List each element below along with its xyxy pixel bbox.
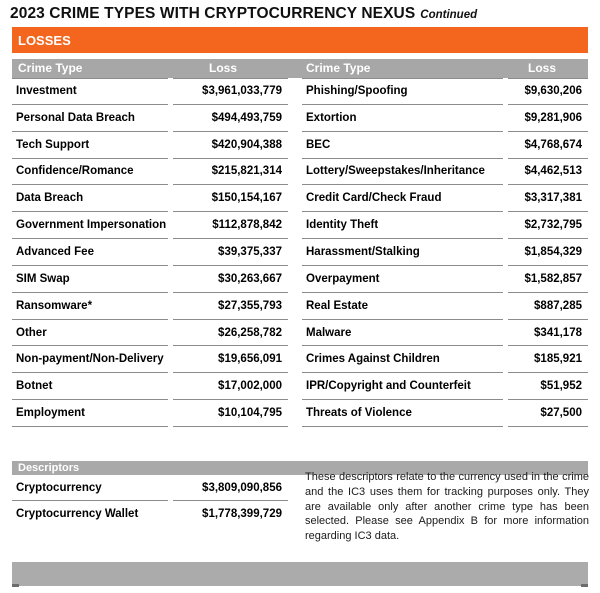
- loss-value-cell: $420,904,388: [173, 132, 288, 159]
- table-row: [12, 185, 288, 212]
- crime-type-cell: Government Impersonation: [12, 212, 168, 239]
- loss-value-cell: $1,854,329: [508, 239, 588, 266]
- loss-value-cell: $26,258,782: [173, 320, 288, 347]
- table-row: [302, 293, 588, 320]
- table-row: [302, 212, 588, 239]
- footer-corner-mark-right: [581, 584, 588, 587]
- crime-type-cell: BEC: [302, 132, 503, 159]
- table-row: [302, 105, 588, 132]
- table-row: [302, 239, 588, 266]
- footer-corner-mark-left: [12, 584, 19, 587]
- footer-bar: [12, 562, 588, 586]
- loss-value-cell: $185,921: [508, 346, 588, 373]
- table-row: [12, 239, 288, 266]
- descriptors-section-label: Descriptors: [18, 462, 80, 474]
- loss-value-cell: $2,732,795: [508, 212, 588, 239]
- table-row: [12, 400, 288, 427]
- column-header-bar: [12, 59, 588, 78]
- loss-value-cell: $150,154,167: [173, 185, 288, 212]
- table-row: [302, 320, 588, 347]
- crime-type-cell: SIM Swap: [12, 266, 168, 293]
- loss-value-cell: $887,285: [508, 293, 588, 320]
- losses-table-right: [302, 78, 588, 427]
- table-row: [12, 132, 288, 159]
- loss-value-cell: $27,355,793: [173, 293, 288, 320]
- crime-type-cell: Identity Theft: [302, 212, 503, 239]
- crime-type-cell: Extortion: [302, 105, 503, 132]
- table-row: [302, 132, 588, 159]
- crime-type-cell: Phishing/Spoofing: [302, 78, 503, 105]
- table-row: [302, 373, 588, 400]
- loss-value-cell: $9,630,206: [508, 78, 588, 105]
- loss-value-cell: $27,500: [508, 400, 588, 427]
- descriptors-table: [12, 475, 288, 527]
- table-row: [12, 266, 288, 293]
- loss-value-cell: $3,809,090,856: [173, 475, 288, 501]
- table-row: [12, 212, 288, 239]
- loss-value-cell: $1,778,399,729: [202, 508, 282, 520]
- crime-type-cell: Threats of Violence: [302, 400, 503, 427]
- crime-type-cell: Non-payment/Non-Delivery: [12, 346, 168, 373]
- col-header-crime-type-left: Crime Type: [18, 61, 83, 75]
- loss-value-cell: $4,768,674: [508, 132, 588, 159]
- loss-value-cell: $4,462,513: [508, 159, 588, 186]
- crime-type-cell: Cryptocurrency Wallet: [16, 508, 139, 520]
- table-row: [12, 78, 288, 105]
- crime-type-cell: Ransomware*: [12, 293, 168, 320]
- loss-value-cell: $341,178: [508, 320, 588, 347]
- crime-type-cell: Confidence/Romance: [12, 159, 168, 186]
- crime-type-cell: Botnet: [12, 373, 168, 400]
- loss-value-cell: $3,317,381: [508, 185, 588, 212]
- crime-type-cell: Harassment/Stalking: [302, 239, 503, 266]
- descriptors-note: These descriptors relate to the currency used in the crime and the IC3 uses them for tracking purposes only. They are available only after another crime type has been selected. Please see Appendix B for more information regarding IC3 data.: [305, 471, 589, 543]
- crime-type-cell: Lottery/Sweepstakes/Inheritance: [302, 159, 503, 186]
- crime-type-cell: Investment: [12, 78, 168, 105]
- page-title-text: 2023 CRIME TYPES WITH CRYPTOCURRENCY NEXUS: [10, 5, 416, 22]
- table-row: [302, 185, 588, 212]
- crime-type-cell: Advanced Fee: [12, 239, 168, 266]
- crime-type-cell: Employment: [12, 400, 168, 427]
- crime-type-cell: Malware: [302, 320, 503, 347]
- loss-value-cell: $51,952: [508, 373, 588, 400]
- table-row: [12, 293, 288, 320]
- col-header-loss-right: Loss: [527, 61, 556, 75]
- loss-value-cell: $39,375,337: [173, 239, 288, 266]
- losses-table-left: [12, 78, 288, 427]
- loss-value-cell: $9,281,906: [508, 105, 588, 132]
- crime-type-cell: Personal Data Breach: [12, 105, 168, 132]
- crime-type-cell: Cryptocurrency: [12, 475, 168, 501]
- table-row: [12, 475, 288, 501]
- crime-type-cell: Real Estate: [302, 293, 503, 320]
- crime-type-cell: IPR/Copyright and Counterfeit: [302, 373, 503, 400]
- page-title-continued: Continued: [420, 9, 478, 21]
- loss-value-cell: $1,582,857: [508, 266, 588, 293]
- loss-value-cell: $112,878,842: [173, 212, 288, 239]
- page-title: [10, 5, 477, 23]
- table-row: [302, 266, 588, 293]
- losses-section-header: [12, 27, 588, 53]
- loss-value-cell: $17,002,000: [173, 373, 288, 400]
- loss-value-cell: $215,821,314: [173, 159, 288, 186]
- col-header-crime-type-right: Crime Type: [306, 61, 371, 75]
- col-header-loss-left: Loss: [208, 61, 237, 75]
- table-row: [302, 159, 588, 186]
- loss-value-cell: $494,493,759: [173, 105, 288, 132]
- loss-value-cell: $30,263,667: [173, 266, 288, 293]
- crime-type-cell: Tech Support: [12, 132, 168, 159]
- crime-type-cell: Overpayment: [302, 266, 503, 293]
- crime-type-cell: Crimes Against Children: [302, 346, 503, 373]
- loss-value-cell: $10,104,795: [173, 400, 288, 427]
- crime-type-cell: Credit Card/Check Fraud: [302, 185, 503, 212]
- table-row: [12, 373, 288, 400]
- table-row: [302, 400, 588, 427]
- crime-type-cell: Other: [12, 320, 168, 347]
- loss-value-cell: $3,961,033,779: [173, 78, 288, 105]
- loss-value-cell: $19,656,091: [173, 346, 288, 373]
- table-row: [302, 346, 588, 373]
- table-row: [12, 501, 288, 527]
- table-row: [302, 78, 588, 105]
- losses-section-label: LOSSES: [18, 32, 71, 48]
- table-row: [12, 105, 288, 132]
- table-row: [12, 346, 288, 373]
- table-row: [12, 159, 288, 186]
- table-row: [12, 320, 288, 347]
- crime-type-cell: Data Breach: [12, 185, 168, 212]
